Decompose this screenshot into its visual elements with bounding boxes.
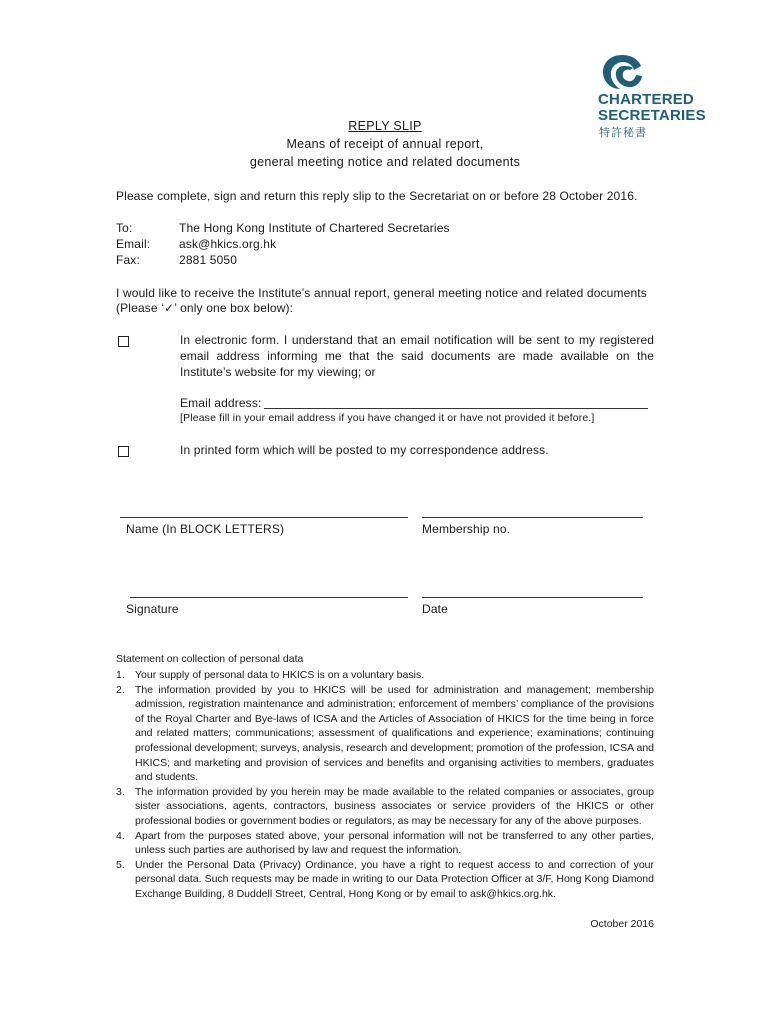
date-field-line[interactable] xyxy=(422,597,643,598)
fax-value: 2881 5050 xyxy=(179,253,238,267)
statement-item-number: 1. xyxy=(116,669,125,681)
statement-item-text: The information provided by you to HKICS will be used for administration and management; membership admission, registration maintenance and administration; enforcement of members’ compliance of the provisions of the Royal Charter and Bye-laws of ICSA and the Articles of Association of HKICS for the time being in force and related matters; communications; assessment of qualifications and experience; examinations; continuing professional development; surveys, analysis, research and development; promotion of the profession, ICSA and HKICS; and marketing and provision of services and benefits and organising activities to members, graduates and students. xyxy=(135,683,654,784)
logo-text-chartered: CHARTERED xyxy=(598,91,694,108)
instruction-text: Please complete, sign and return this reply slip to the Secretariat on or before 28 October 2016. xyxy=(116,189,638,203)
to-label: To: xyxy=(116,221,133,235)
name-field-line[interactable] xyxy=(120,517,408,518)
date-field-label: Date xyxy=(422,602,448,616)
membership-field-label: Membership no. xyxy=(422,522,511,536)
page-title: REPLY SLIP xyxy=(348,119,422,133)
to-value: The Hong Kong Institute of Chartered Secretaries xyxy=(179,221,450,235)
email-value[interactable]: ask@hkics.org.hk xyxy=(179,237,277,251)
email-address-note: [Please fill in your email address if you have changed it or have not provided it before.] xyxy=(180,412,595,424)
name-field-label: Name (In BLOCK LETTERS) xyxy=(126,522,285,536)
statement-item-text: Under the Personal Data (Privacy) Ordinance, you have a right to request access to and correction of your personal data. Such requests may be made in writing to our Data Protection Officer at 3/F, Hong Kong Diamond Exchange Building, 8 Duddell Street, Central, Hong Kong or by email to ask@hkics.org.hk. xyxy=(135,858,654,900)
statement-item xyxy=(116,858,654,902)
footer-date: October 2016 xyxy=(590,918,654,930)
logo-text-secretaries: SECRETARIES xyxy=(598,107,706,124)
statement-item-text: The information provided by you herein may be made available to the related companies or associates, group sister associations, agents, contractors, business associates or service providers of the HKICS or other professional bodies or government bodies or regulators, as may be necessary for any of the above purposes. xyxy=(135,785,654,827)
subtitle-line-1: Means of receipt of annual report, xyxy=(286,137,484,151)
email-address-label: Email address: xyxy=(180,396,262,410)
logo-text-chinese: 特許秘書 xyxy=(599,127,647,139)
subtitle-line-2: general meeting notice and related documents xyxy=(249,155,521,169)
signature-field-line[interactable] xyxy=(130,597,408,598)
eagle-emblem-icon xyxy=(600,52,644,92)
statement-item xyxy=(116,683,654,785)
membership-field-line[interactable] xyxy=(422,517,643,518)
statement-item xyxy=(116,785,654,829)
electronic-form-checkbox[interactable] xyxy=(118,336,129,347)
statement-item-text: Apart from the purposes stated above, your personal information will not be transferred to any other parties, unless such parties are authorised by law and request the information. xyxy=(135,829,654,857)
statement-heading: Statement on collection of personal data xyxy=(116,653,304,665)
statement-item-number: 4. xyxy=(116,829,125,842)
signature-field-label: Signature xyxy=(126,602,179,616)
request-line-2: (Please ‘✓’ only one box below): xyxy=(116,301,294,315)
statement-item-number: 5. xyxy=(116,858,125,871)
request-line-1: I would like to receive the Institute’s annual report, general meeting notice and related documents xyxy=(116,286,647,300)
electronic-form-text: In electronic form. I understand that an email notification will be sent to my registered email address informing me that the said documents are made available on the Institute’s website for my viewing; or xyxy=(180,333,654,379)
email-label: Email: xyxy=(116,237,151,251)
statement-item-text: Your supply of personal data to HKICS is on a voluntary basis. xyxy=(135,669,425,681)
statement-list xyxy=(116,668,654,902)
statement-item xyxy=(116,668,654,683)
statement-item xyxy=(116,829,654,858)
email-address-input[interactable] xyxy=(264,408,648,409)
printed-form-checkbox[interactable] xyxy=(118,446,129,457)
statement-item-number: 2. xyxy=(116,683,125,696)
fax-label: Fax: xyxy=(116,253,140,267)
statement-item-number: 3. xyxy=(116,785,125,798)
printed-form-text: In printed form which will be posted to my correspondence address. xyxy=(180,443,549,457)
